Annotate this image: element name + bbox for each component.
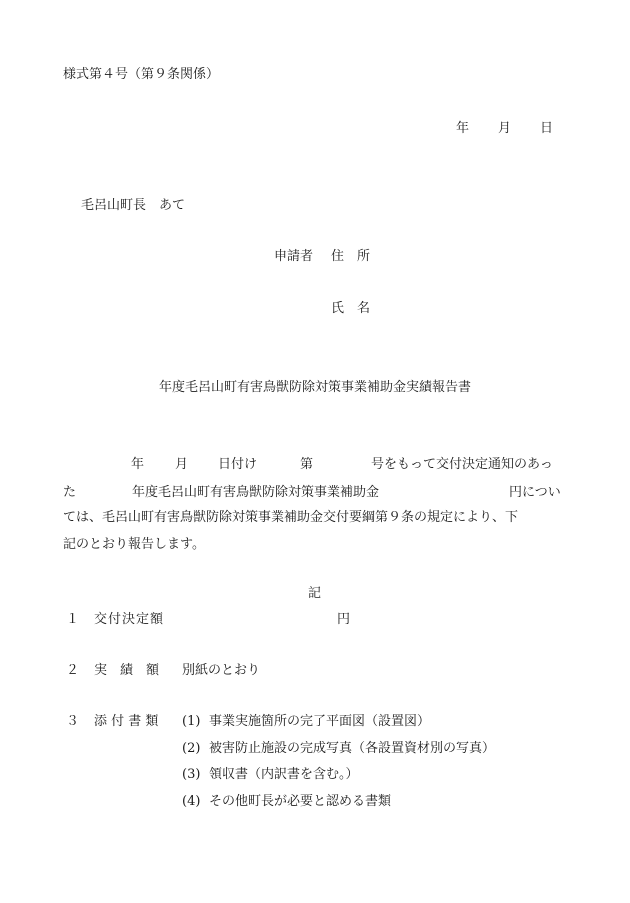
item2-label: 実 績 額 xyxy=(94,663,160,678)
attachment-mark: (2) xyxy=(182,741,201,756)
attachment-mark: (1) xyxy=(182,714,201,729)
date-year-label: 年 xyxy=(456,121,470,136)
attachment-text: 領収書（内訳書を含む。） xyxy=(209,767,359,782)
body-ta: た xyxy=(63,485,77,500)
attachment-text: 事業実施箇所の完了平面図（設置図） xyxy=(209,714,431,729)
applicant-name-label: 氏 名 xyxy=(331,301,371,316)
document-title: 年度毛呂山町有害鳥獣防除対策事業補助金実績報告書 xyxy=(159,380,472,395)
addressee: 毛呂山町長 あて xyxy=(81,198,186,213)
item2-number: ２ xyxy=(66,663,80,678)
body-line2-rest: 円につい xyxy=(509,485,561,500)
attachment-mark: (3) xyxy=(182,767,201,782)
item1-number: １ xyxy=(66,612,80,627)
attachment-text: 被害防止施設の完成写真（各設置資材別の写真） xyxy=(209,741,496,756)
item2-value: 別紙のとおり xyxy=(182,663,261,678)
body-line3: ては、毛呂山町有害鳥獣防除対策事業補助金交付要綱第９条の規定により、下 xyxy=(63,510,519,525)
date-day-label: 日 xyxy=(540,121,554,136)
form-number: 様式第４号（第９条関係） xyxy=(63,67,220,82)
body-program: 年度毛呂山町有害鳥獣防除対策事業補助金 xyxy=(132,485,380,500)
attachment-mark: (4) xyxy=(182,794,201,809)
item3-label: 添 付 書 類 xyxy=(94,714,159,729)
body-day-ref: 日付け xyxy=(218,457,258,472)
item1-unit: 円 xyxy=(337,612,351,627)
applicant-address-label: 住 所 xyxy=(331,249,371,264)
applicant-label: 申請者 xyxy=(274,249,314,264)
body-no: 第 xyxy=(300,457,314,472)
item3-number: ３ xyxy=(66,714,80,729)
body-month: 月 xyxy=(175,457,189,472)
attachment-text: その他町長が必要と認める書類 xyxy=(209,794,392,809)
ki-heading: 記 xyxy=(308,586,322,601)
body-line1-rest: 号をもって交付決定通知のあっ xyxy=(371,457,553,472)
item1-label: 交付決定額 xyxy=(94,612,165,627)
body-year: 年 xyxy=(131,457,145,472)
body-line4: 記のとおり報告します。 xyxy=(63,537,205,552)
date-month-label: 月 xyxy=(498,121,512,136)
